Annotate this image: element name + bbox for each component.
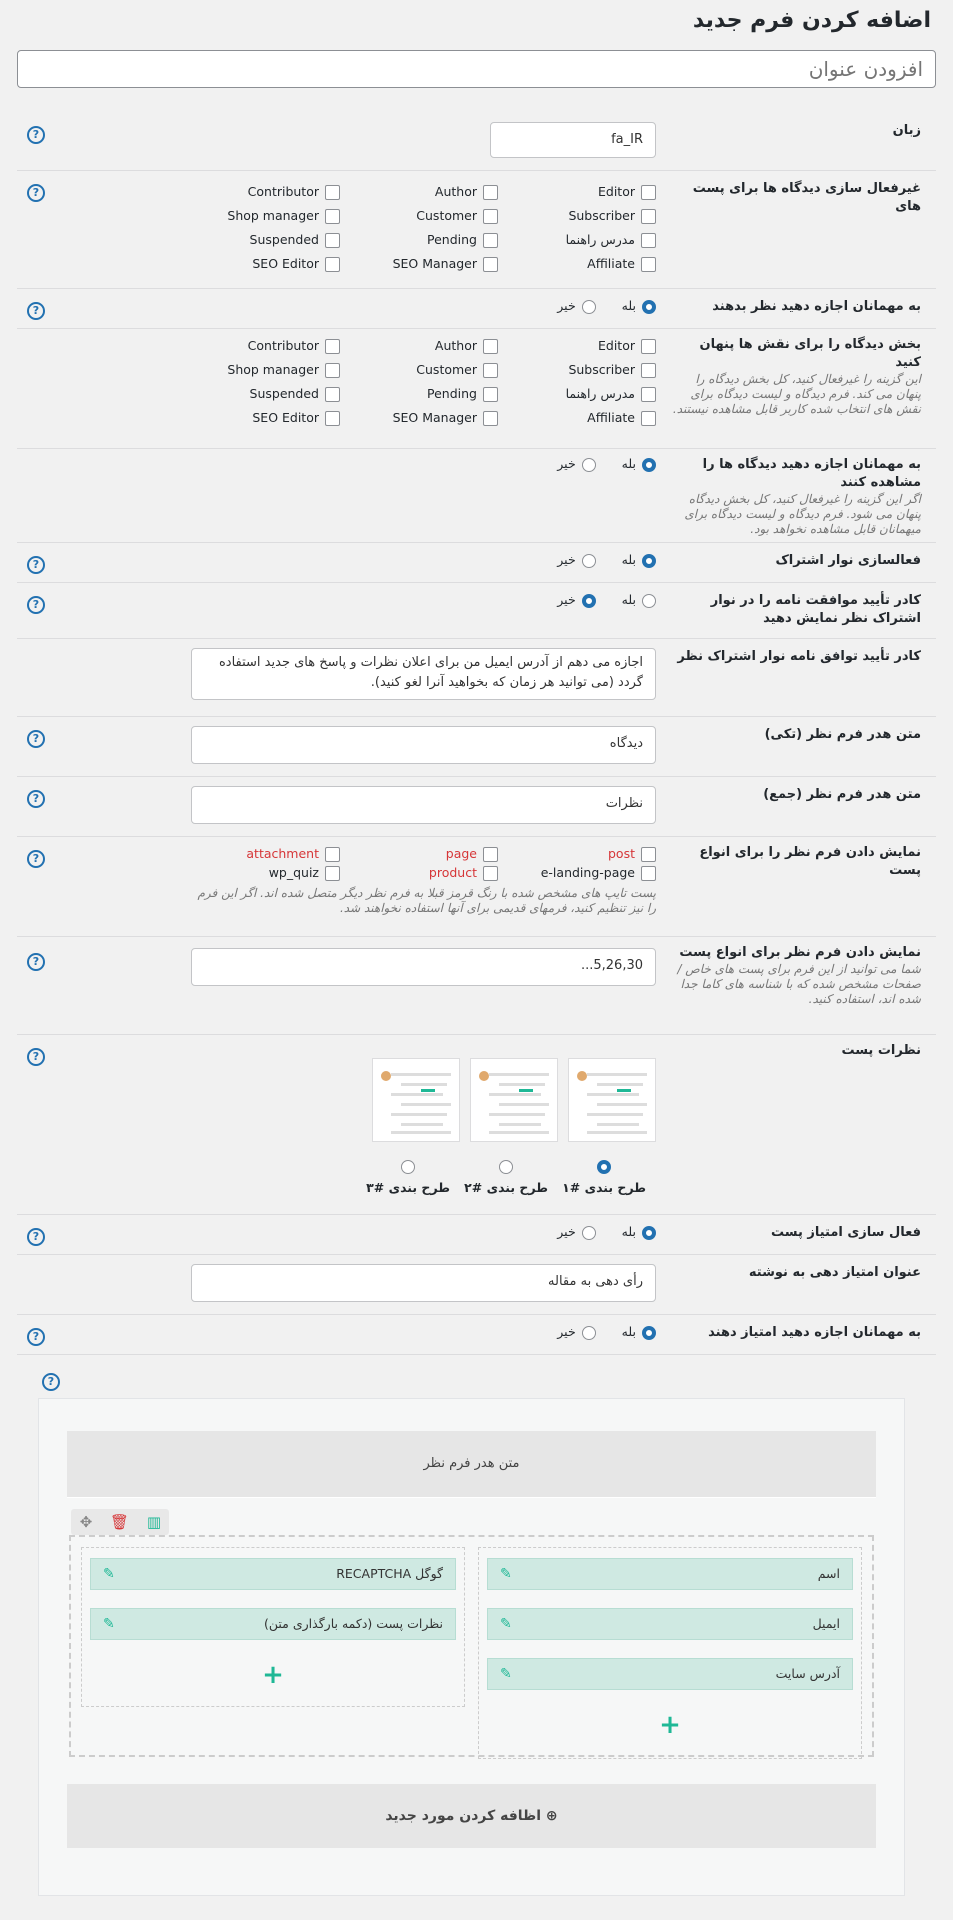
help-icon[interactable]: ?	[27, 184, 45, 202]
radio-yes[interactable]: بله	[622, 592, 656, 607]
radio-no[interactable]: خیر	[557, 552, 595, 567]
page-title: اضافه کردن فرم جدید	[692, 8, 931, 33]
trash-icon[interactable]: 🗑	[109, 1513, 129, 1531]
add-new-item-button[interactable]	[67, 1784, 876, 1848]
guest-view-label: به مهمانان اجازه دهید دیدگاه ها را مشاهده کنند اگر این گزینه را غیرفعال کنید، کل بخش دیدگاه پنهان می شود. فرم دیدگاه و لیست دیدگاه برای میهمانان قابل مشاهده نخواهد بود.	[684, 457, 921, 536]
role-checkbox[interactable]: Pending	[427, 386, 498, 402]
role-checkbox[interactable]: Contributor	[248, 338, 340, 354]
role-checkbox[interactable]: Shop manager	[227, 208, 340, 224]
role-checkbox[interactable]: SEO Manager	[393, 256, 498, 272]
guest-comment-radios	[535, 298, 656, 314]
columns-icon[interactable]: ▥	[146, 1513, 162, 1531]
row-share-bar	[17, 542, 936, 583]
post-type-checkbox[interactable]: e-landing-page	[541, 865, 656, 881]
role-checkbox[interactable]: Shop manager	[227, 362, 340, 378]
post-rating-radios	[535, 1224, 656, 1240]
role-checkbox[interactable]: Suspended	[250, 232, 340, 248]
role-checkbox[interactable]: Affiliate	[587, 256, 656, 272]
help-icon[interactable]: ?	[27, 1228, 45, 1246]
help-icon[interactable]: ?	[27, 953, 45, 971]
help-icon[interactable]: ?	[27, 126, 45, 144]
post-type-checkbox[interactable]: product	[429, 865, 498, 881]
form-header-bar[interactable]: متن هدر فرم نظر	[67, 1431, 876, 1498]
edit-icon[interactable]: ✎	[103, 1566, 115, 1582]
column-left	[81, 1547, 465, 1707]
header-plural-input[interactable]: نظرات	[191, 786, 656, 824]
add-field-icon[interactable]: +	[659, 1710, 681, 1740]
row-header-plural	[17, 776, 936, 837]
row-guest-rating	[17, 1314, 936, 1355]
post-ids-input[interactable]: 5,26,30...	[191, 948, 656, 986]
post-types-note: پست تایپ های مشخص شده با رنگ قرمز قبلا به فرم نظر دیگر متصل شده اند. اگر این فرم را نیز تنظیم کنید، فرمهای قدیمی برای آنها استفاده نخواهند شد.	[197, 886, 656, 915]
radio-yes[interactable]: بله	[622, 456, 656, 471]
role-checkbox[interactable]: مدرس راهنما	[566, 386, 656, 402]
form-builder	[38, 1398, 905, 1896]
share-bar-radios	[535, 552, 656, 568]
disable-comments-label: غیرفعال سازی دیدگاه ها برای پست های	[692, 181, 921, 214]
agreement-text-label: کادر تأیید توافق نامه نوار اشتراک نظر	[677, 649, 921, 664]
language-input[interactable]: fa_IR	[490, 122, 656, 158]
post-type-checkbox[interactable]: page	[446, 846, 498, 862]
post-comments-label: نظرات پست	[841, 1043, 921, 1058]
role-checkbox[interactable]: Pending	[427, 232, 498, 248]
header-single-label: متن هدر فرم نظر (تکی)	[764, 727, 921, 742]
help-icon[interactable]: ?	[27, 790, 45, 808]
form-field[interactable]: ایمیل ✎	[487, 1608, 853, 1640]
row-share-agreement	[17, 582, 936, 639]
help-icon[interactable]: ?	[27, 1048, 45, 1066]
post-type-checkbox[interactable]: post	[608, 846, 656, 862]
radio-no[interactable]: خیر	[557, 1224, 595, 1239]
help-icon[interactable]: ?	[27, 302, 45, 320]
guest-rating-radios	[535, 1324, 656, 1340]
role-checkbox[interactable]: Affiliate	[587, 410, 656, 426]
row-hide-roles	[17, 328, 936, 449]
role-checkbox[interactable]: مدرس راهنما	[566, 232, 656, 248]
radio-no[interactable]: خیر	[557, 1324, 595, 1339]
column-right	[478, 1547, 862, 1759]
add-new-item-label: اظافه کردن مورد جدید	[385, 1808, 542, 1824]
header-plural-label: متن هدر فرم نظر (جمع)	[763, 787, 921, 802]
role-checkbox[interactable]: Contributor	[248, 184, 340, 200]
language-label: زبان	[892, 123, 921, 138]
role-checkbox[interactable]: Author	[435, 338, 498, 354]
post-types-label: نمایش دادن فرم نظر را برای انواع پست	[699, 845, 921, 878]
radio-no[interactable]: خیر	[557, 298, 595, 313]
layout-radio[interactable]: طرح بندی #۳	[366, 1158, 450, 1195]
post-type-checkbox[interactable]: wp_quiz	[269, 865, 340, 881]
role-checkbox[interactable]: Customer	[416, 362, 498, 378]
role-checkbox[interactable]: Editor	[598, 184, 656, 200]
row-agreement-text	[17, 638, 936, 717]
help-icon[interactable]: ?	[27, 556, 45, 574]
form-field[interactable]: آدرس سایت ✎	[487, 1658, 853, 1690]
layout-thumbnail[interactable]	[470, 1058, 558, 1142]
row-guest-comment	[17, 288, 936, 329]
layout-thumbnail[interactable]	[568, 1058, 656, 1142]
share-agreement-radios	[535, 592, 656, 608]
radio-yes[interactable]: بله	[622, 552, 656, 567]
edit-icon[interactable]: ✎	[500, 1566, 512, 1582]
row-post-comments	[17, 1034, 936, 1215]
row-header-single	[17, 716, 936, 777]
row-rating-title	[17, 1254, 936, 1315]
post-ids-label: نمایش دادن فرم نظر برای انواع پست شما می توانید از این فرم برای پست های خاص / صفحات مشخص شده که با شناسه های کاما جدا شده اند، استفاده کنید.	[677, 945, 921, 1006]
role-checkbox[interactable]: SEO Manager	[393, 410, 498, 426]
help-icon[interactable]: ?	[27, 596, 45, 614]
add-field-icon[interactable]: +	[262, 1660, 284, 1690]
help-icon[interactable]: ?	[27, 730, 45, 748]
rating-title-input[interactable]: رأی دهی به مقاله	[191, 1264, 656, 1302]
radio-no[interactable]: خیر	[557, 456, 595, 471]
layout-thumbnail[interactable]	[372, 1058, 460, 1142]
role-checkbox[interactable]: Subscriber	[568, 208, 656, 224]
header-single-input[interactable]: دیدگاه	[191, 726, 656, 764]
post-rating-label: فعال سازی امتیاز پست	[770, 1225, 921, 1240]
edit-icon[interactable]: ✎	[500, 1616, 512, 1632]
layout-radio[interactable]: طرح بندی #۲	[464, 1158, 548, 1195]
row-disable-comments	[17, 170, 936, 289]
layout-radio[interactable]: طرح بندی #۱	[562, 1158, 646, 1195]
row-post-rating	[17, 1214, 936, 1255]
fields-row	[69, 1535, 874, 1757]
plus-circle-icon: ⊕	[545, 1808, 558, 1824]
move-icon[interactable]: ✥	[79, 1513, 93, 1531]
title-input[interactable]	[17, 50, 936, 88]
radio-yes[interactable]: بله	[622, 1224, 656, 1239]
radio-yes[interactable]: بله	[622, 1324, 656, 1339]
hide-roles-label: بخش دیدگاه را برای نقش ها پنهان کنید این گزینه را غیرفعال کنید، کل بخش دیدگاه را پنهان می کند. فرم دیدگاه و لیست دیدگاه برای نقش های انتخاب شده کاربر قابل مشاهده نیستند.	[672, 337, 921, 416]
row-language	[17, 112, 936, 171]
guest-comment-label: به مهمانان اجازه دهید نظر بدهند	[712, 299, 921, 314]
radio-yes[interactable]: بله	[622, 298, 656, 313]
row-guest-view	[17, 448, 936, 543]
role-checkbox[interactable]: SEO Editor	[252, 256, 340, 272]
help-icon[interactable]: ?	[27, 850, 45, 868]
share-bar-label: فعالسازی نوار اشتراک	[775, 553, 921, 568]
edit-icon[interactable]: ✎	[103, 1616, 115, 1632]
edit-icon[interactable]: ✎	[500, 1666, 512, 1682]
guest-rating-label: به مهمانان اجازه دهید امتیاز دهند	[708, 1325, 921, 1340]
help-icon[interactable]: ?	[27, 1328, 45, 1346]
help-icon[interactable]: ?	[42, 1373, 60, 1391]
form-field[interactable]: گوگل RECAPTCHA ✎	[90, 1558, 456, 1590]
row-post-types	[17, 836, 936, 937]
form-field[interactable]: نظرات پست (دکمه بارگذاری متن) ✎	[90, 1608, 456, 1640]
form-field[interactable]: اسم ✎	[487, 1558, 853, 1590]
post-type-checkbox[interactable]: attachment	[246, 846, 340, 862]
radio-no[interactable]: خیر	[557, 592, 595, 607]
share-agreement-label: کادر تأیید موافقت نامه را در نوار اشتراک نظر نمایش دهید	[710, 593, 921, 626]
agreement-textarea[interactable]: اجازه می دهم از آدرس ایمیل من برای اعلان نظرات و پاسخ های جدید استفاده گردد (می توانید هر زمان که بخواهید آنرا لغو کنید).	[191, 648, 656, 700]
guest-view-radios	[535, 456, 656, 472]
role-checkbox[interactable]: Suspended	[250, 386, 340, 402]
role-checkbox[interactable]: Author	[435, 184, 498, 200]
rating-title-label: عنوان امتیاز دهی به نوشته	[748, 1265, 921, 1280]
role-checkbox[interactable]: Editor	[598, 338, 656, 354]
role-checkbox[interactable]: SEO Editor	[252, 410, 340, 426]
role-checkbox[interactable]: Customer	[416, 208, 498, 224]
row-toolbar	[71, 1509, 169, 1535]
role-checkbox[interactable]: Subscriber	[568, 362, 656, 378]
row-post-ids	[17, 936, 936, 1035]
